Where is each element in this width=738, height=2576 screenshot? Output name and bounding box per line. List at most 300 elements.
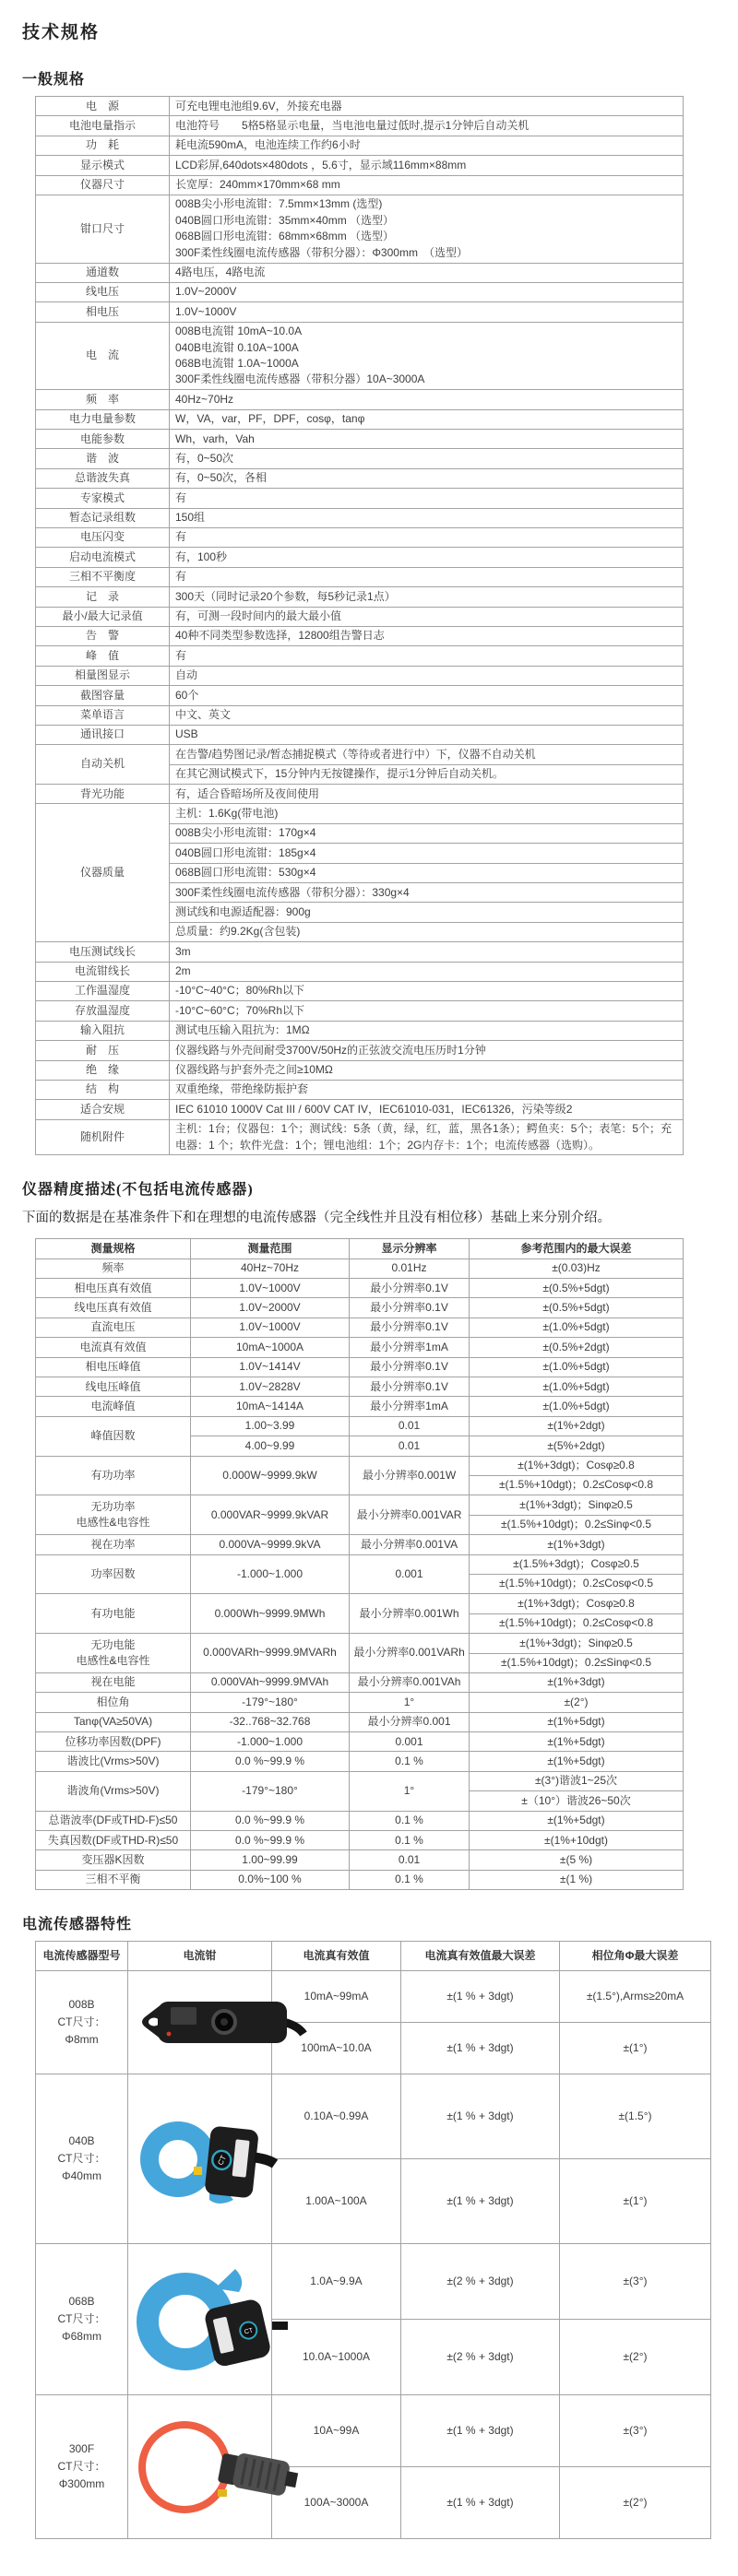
spec-row xyxy=(36,567,684,586)
spec-value: -10°C~60°C；70%Rh以下 xyxy=(170,1001,684,1021)
spec-value: 068B圆口形电流钳：530g×4 xyxy=(170,863,684,882)
display-resolution: 最小分辨率0.1V xyxy=(350,1377,470,1397)
spec-row xyxy=(36,322,684,390)
accuracy-column-header: 显示分辨率 xyxy=(350,1239,470,1258)
spec-value: 150组 xyxy=(170,508,684,527)
max-error: ±(2°) xyxy=(470,1693,684,1712)
measure-name: 线电压真有效值 xyxy=(36,1298,191,1318)
accuracy-row xyxy=(36,1850,684,1870)
spec-row xyxy=(36,449,684,468)
display-resolution: 0.1 % xyxy=(350,1831,470,1850)
spec-label: 最小/最大记录值 xyxy=(36,607,170,626)
accuracy-row xyxy=(36,1752,684,1771)
measure-name: 有功功率 xyxy=(36,1456,191,1495)
max-error: ±(1 %) xyxy=(470,1870,684,1889)
current-range: 0.10A~0.99A xyxy=(272,2074,401,2159)
measure-name: 变压器K因数 xyxy=(36,1850,191,1870)
accuracy-header-row xyxy=(36,1239,684,1258)
spec-label: 相电压 xyxy=(36,302,170,322)
sensor-model: 040B CT尺寸：Φ40mm xyxy=(36,2074,128,2244)
max-error: ±(0.5%+5dgt) xyxy=(470,1279,684,1298)
sensor-model: 300F CT尺寸：Φ300mm xyxy=(36,2395,128,2539)
current-range: 1.00A~100A xyxy=(272,2159,401,2244)
measure-range: 40Hz~70Hz xyxy=(191,1258,350,1278)
display-resolution: 最小分辨率0.001VAh xyxy=(350,1672,470,1692)
accuracy-row xyxy=(36,1338,684,1357)
display-resolution: 最小分辨率1mA xyxy=(350,1338,470,1357)
phase-max-error: ±(3°) xyxy=(560,2244,711,2320)
spec-row xyxy=(36,136,684,155)
spec-label: 自动关机 xyxy=(36,745,170,785)
accuracy-row xyxy=(36,1672,684,1692)
spec-row xyxy=(36,527,684,547)
spec-value: 长宽厚：240mm×170mm×68 mm xyxy=(170,175,684,195)
spec-row xyxy=(36,175,684,195)
spec-value: LCD彩屏,640dots×480dots ，5.6寸，显示域116mm×88mm xyxy=(170,156,684,175)
general-specs-table xyxy=(35,96,684,1155)
spec-label: 电能参数 xyxy=(36,430,170,449)
measure-range: 1.0V~1414V xyxy=(191,1357,350,1377)
spec-row xyxy=(36,587,684,607)
spec-value: 可充电锂电池组9.6V，外接充电器 xyxy=(170,97,684,116)
display-resolution: 最小分辨率1mA xyxy=(350,1397,470,1416)
spec-value: 有 xyxy=(170,646,684,666)
spec-row xyxy=(36,390,684,409)
max-error: ±（10°）谐波26~50次 xyxy=(470,1791,684,1811)
measure-range: 10mA~1000A xyxy=(191,1338,350,1357)
spec-label: 电力电量参数 xyxy=(36,409,170,429)
spec-value: 40种不同类型参数选择，12800组告警日志 xyxy=(170,626,684,645)
general-specs-heading: 一般规格 xyxy=(22,72,86,88)
accuracy-row xyxy=(36,1712,684,1731)
spec-row xyxy=(36,116,684,136)
display-resolution: 0.001 xyxy=(350,1554,470,1594)
max-error: ±(1%+3dgt)；Cosφ≥0.8 xyxy=(470,1594,684,1613)
current-max-error: ±(1 % + 3dgt) xyxy=(401,2467,560,2539)
current-max-error: ±(1 % + 3dgt) xyxy=(401,2395,560,2467)
spec-row xyxy=(36,666,684,685)
accuracy-intro: 下面的数据是在基准条件下和在理想的电流传感器（完全线性并且没有相位移）基础上来分别介绍。 xyxy=(22,1211,611,1226)
max-error: ±(1.5%+10dgt)；0.2≤Cosφ<0.8 xyxy=(470,1475,684,1495)
spec-value: 3m xyxy=(170,942,684,962)
spec-value: 040B圆口形电流钳：185g×4 xyxy=(170,844,684,863)
page-title: 技术规格 xyxy=(22,23,101,42)
sensor-image-040b xyxy=(128,2074,272,2244)
spec-label: 输入阻抗 xyxy=(36,1021,170,1040)
spec-row xyxy=(36,646,684,666)
accuracy-row xyxy=(36,1298,684,1318)
spec-value: 4路电压，4路电流 xyxy=(170,263,684,282)
max-error: ±(1%+10dgt) xyxy=(470,1831,684,1850)
accuracy-column-header: 测量规格 xyxy=(36,1239,191,1258)
measure-name: 位移功率因数(DPF) xyxy=(36,1732,191,1752)
accuracy-row xyxy=(36,1377,684,1397)
display-resolution: 最小分辨率0.001VARh xyxy=(350,1634,470,1673)
spec-label: 随机附件 xyxy=(36,1119,170,1155)
spec-label: 相量图显示 xyxy=(36,666,170,685)
spec-row xyxy=(36,942,684,962)
spec-row xyxy=(36,745,684,764)
max-error: ±(3°)谐波1~25次 xyxy=(470,1771,684,1790)
spec-value: 有，0~50次 xyxy=(170,449,684,468)
spec-row xyxy=(36,1021,684,1040)
sensor-image-008b xyxy=(128,1971,272,2074)
display-resolution: 0.1 % xyxy=(350,1752,470,1771)
sensor-row xyxy=(36,2395,711,2467)
accuracy-row xyxy=(36,1279,684,1298)
spec-label: 峰 值 xyxy=(36,646,170,666)
spec-value: 008B电流钳 10mA~10.0A 040B电流钳 0.10A~100A 068B电流钳 1.0A~1000A 300F柔性线圈电流传感器（带积分器）10A~3000A xyxy=(170,322,684,390)
spec-row xyxy=(36,409,684,429)
spec-row xyxy=(36,686,684,705)
accuracy-row xyxy=(36,1258,684,1278)
display-resolution: 1° xyxy=(350,1771,470,1811)
spec-label: 暂态记录组数 xyxy=(36,508,170,527)
current-range: 1.0A~9.9A xyxy=(272,2244,401,2320)
accuracy-row xyxy=(36,1495,684,1515)
current-range: 100mA~10.0A xyxy=(272,2023,401,2074)
spec-label: 背光功能 xyxy=(36,785,170,804)
max-error: ±(1.5%+10dgt)；0.2≤Sinφ<0.5 xyxy=(470,1653,684,1672)
accuracy-row xyxy=(36,1357,684,1377)
display-resolution: 最小分辨率0.001W xyxy=(350,1456,470,1495)
spec-label: 仪器质量 xyxy=(36,804,170,942)
measure-name: 三相不平衡 xyxy=(36,1870,191,1889)
max-error: ±(1.0%+5dgt) xyxy=(470,1397,684,1416)
spec-value: 有 xyxy=(170,527,684,547)
spec-row xyxy=(36,1060,684,1080)
spec-row xyxy=(36,489,684,508)
current-max-error: ±(1 % + 3dgt) xyxy=(401,2159,560,2244)
accuracy-row xyxy=(36,1416,684,1436)
measure-range: 0.000VAh~9999.9MVAh xyxy=(191,1672,350,1692)
spec-row xyxy=(36,548,684,567)
measure-name: 视在功率 xyxy=(36,1535,191,1554)
sensor-row xyxy=(36,2244,711,2320)
current-max-error: ±(2 % + 3dgt) xyxy=(401,2244,560,2320)
spec-label: 仪器尺寸 xyxy=(36,175,170,195)
max-error: ±(0.5%+5dgt) xyxy=(470,1298,684,1318)
spec-value: 主机：1.6Kg(带电池) xyxy=(170,804,684,823)
measure-range: 1.00~3.99 xyxy=(191,1416,350,1436)
spec-label: 菜单语言 xyxy=(36,705,170,725)
phase-max-error: ±(2°) xyxy=(560,2320,711,2395)
current-range: 10.0A~1000A xyxy=(272,2320,401,2395)
current-range: 10mA~99mA xyxy=(272,1971,401,2023)
sensor-column-header: 相位角Φ最大误差 xyxy=(560,1942,711,1971)
spec-row xyxy=(36,705,684,725)
spec-value: 测试电压输入阻抗为：1MΩ xyxy=(170,1021,684,1040)
display-resolution: 最小分辨率0.1V xyxy=(350,1279,470,1298)
spec-label: 适合安规 xyxy=(36,1100,170,1119)
accuracy-row xyxy=(36,1693,684,1712)
display-resolution: 最小分辨率0.001VA xyxy=(350,1535,470,1554)
measure-range: -32..768~32.768 xyxy=(191,1712,350,1731)
svg-text:CT: CT xyxy=(216,2153,229,2167)
measure-name: 直流电压 xyxy=(36,1318,191,1337)
max-error: ±(1%+3dgt) xyxy=(470,1672,684,1692)
max-error: ±(1.5%+10dgt)；0.2≤Cosφ<0.5 xyxy=(470,1574,684,1593)
measure-range: -179°~180° xyxy=(191,1771,350,1811)
accuracy-column-header: 测量范围 xyxy=(191,1239,350,1258)
accuracy-row xyxy=(36,1318,684,1337)
max-error: ±(1.5%+3dgt)；Cosφ≥0.5 xyxy=(470,1554,684,1574)
spec-value: 耗电流590mA，电池连续工作约6小时 xyxy=(170,136,684,155)
spec-value: 1.0V~2000V xyxy=(170,282,684,301)
measure-range: -1.000~1.000 xyxy=(191,1732,350,1752)
spec-row xyxy=(36,1080,684,1099)
spec-value: 300F柔性线圈电流传感器（带积分器）：330g×4 xyxy=(170,883,684,903)
max-error: ±(1%+5dgt) xyxy=(470,1732,684,1752)
max-error: ±(1.0%+5dgt) xyxy=(470,1377,684,1397)
spec-value: W，VA，var，PF，DPF，cosφ，tanφ xyxy=(170,409,684,429)
spec-row xyxy=(36,981,684,1000)
measure-range: 0.000VAR~9999.9kVAR xyxy=(191,1495,350,1535)
sensors-heading: 电流传感器特性 xyxy=(22,1917,133,1933)
sensor-column-header: 电流钳 xyxy=(128,1942,272,1971)
spec-row xyxy=(36,508,684,527)
phase-max-error: ±(1.5°) xyxy=(560,2074,711,2159)
spec-row xyxy=(36,626,684,645)
max-error: ±(0.03)Hz xyxy=(470,1258,684,1278)
spec-value: 有 xyxy=(170,567,684,586)
max-error: ±(5 %) xyxy=(470,1850,684,1870)
spec-value: 测试线和电源适配器：900g xyxy=(170,903,684,922)
measure-name: 无功电能 电感性&电容性 xyxy=(36,1634,191,1673)
spec-label: 记 录 xyxy=(36,587,170,607)
spec-row xyxy=(36,430,684,449)
measure-range: 0.0 %~99.9 % xyxy=(191,1752,350,1771)
measure-name: 无功功率 电感性&电容性 xyxy=(36,1495,191,1535)
spec-row xyxy=(36,156,684,175)
display-resolution: 最小分辨率0.1V xyxy=(350,1298,470,1318)
measure-name: 视在电能 xyxy=(36,1672,191,1692)
measure-name: 有功电能 xyxy=(36,1594,191,1634)
measure-range: 0.000VA~9999.9kVA xyxy=(191,1535,350,1554)
accuracy-row xyxy=(36,1535,684,1554)
max-error: ±(1%+3dgt)；Sinφ≥0.5 xyxy=(470,1495,684,1515)
max-error: ±(1%+5dgt) xyxy=(470,1712,684,1731)
spec-value: 008B尖小形电流钳：7.5mm×13mm (选型) 040B圆口形电流钳：35mm×40mm （选型） 068B圆口形电流钳：68mm×68mm （选型） 300F柔性线圈电流传感器（带积分器）：Φ300mm （选型） xyxy=(170,195,684,263)
spec-label: 启动电流模式 xyxy=(36,548,170,567)
spec-label: 功 耗 xyxy=(36,136,170,155)
measure-range: -179°~180° xyxy=(191,1693,350,1712)
measure-name: 失真因数(DF或THD-R)≤50 xyxy=(36,1831,191,1850)
spec-row xyxy=(36,263,684,282)
accuracy-column-header: 参考范围内的最大误差 xyxy=(470,1239,684,1258)
measure-name: 频率 xyxy=(36,1258,191,1278)
spec-row xyxy=(36,302,684,322)
sensor-row xyxy=(36,1971,711,2023)
max-error: ±(1%+2dgt) xyxy=(470,1416,684,1436)
spec-label: 频 率 xyxy=(36,390,170,409)
clamp-photo-008b xyxy=(132,1996,307,2050)
sensor-table xyxy=(35,1941,711,2539)
spec-label: 电压闪变 xyxy=(36,527,170,547)
max-error: ±(1%+3dgt)；Cosφ≥0.8 xyxy=(470,1456,684,1475)
spec-label: 电池电量指示 xyxy=(36,116,170,136)
spec-label: 告 警 xyxy=(36,626,170,645)
max-error: ±(1%+3dgt) xyxy=(470,1535,684,1554)
spec-label: 电压测试线长 xyxy=(36,942,170,962)
measure-range: 1.0V~2828V xyxy=(191,1377,350,1397)
spec-value: 1.0V~1000V xyxy=(170,302,684,322)
display-resolution: 0.001 xyxy=(350,1732,470,1752)
spec-value: 有，适合昏暗场所及夜间使用 xyxy=(170,785,684,804)
accuracy-row xyxy=(36,1397,684,1416)
sensor-model: 068B CT尺寸：Φ68mm xyxy=(36,2244,128,2395)
max-error: ±(1%+5dgt) xyxy=(470,1752,684,1771)
measure-name: 电流真有效值 xyxy=(36,1338,191,1357)
measure-range: 1.0V~1000V xyxy=(191,1279,350,1298)
accuracy-table xyxy=(35,1238,684,1890)
display-resolution: 1° xyxy=(350,1693,470,1712)
display-resolution: 最小分辨率0.001VAR xyxy=(350,1495,470,1535)
current-range: 10A~99A xyxy=(272,2395,401,2467)
measure-name: 线电压峰值 xyxy=(36,1377,191,1397)
accuracy-row xyxy=(36,1831,684,1850)
spec-value: 60个 xyxy=(170,686,684,705)
spec-value: 自动 xyxy=(170,666,684,685)
spec-label: 电 源 xyxy=(36,97,170,116)
svg-text:CT: CT xyxy=(244,2327,254,2336)
sensor-image-068b xyxy=(128,2244,272,2395)
accuracy-row xyxy=(36,1594,684,1613)
measure-name: Tanφ(VA≥50VA) xyxy=(36,1712,191,1731)
spec-row xyxy=(36,1001,684,1021)
spec-value: 总质量：约9.2Kg(含包装) xyxy=(170,922,684,941)
spec-value: 有 xyxy=(170,489,684,508)
spec-row xyxy=(36,468,684,488)
sensor-image-300f xyxy=(128,2395,272,2539)
display-resolution: 0.1 % xyxy=(350,1870,470,1889)
accuracy-row xyxy=(36,1732,684,1752)
spec-value: 双重绝缘，带绝缘防振护套 xyxy=(170,1080,684,1099)
display-resolution: 0.01 xyxy=(350,1850,470,1870)
phase-max-error: ±(1°) xyxy=(560,2159,711,2244)
sensor-model: 008B CT尺寸：Φ8mm xyxy=(36,1971,128,2074)
clamp-photo-040b xyxy=(132,2111,287,2207)
measure-range: 0.000Wh~9999.9MWh xyxy=(191,1594,350,1634)
spec-value: USB xyxy=(170,725,684,744)
spec-label: 截图容量 xyxy=(36,686,170,705)
max-error: ±(1.5%+10dgt)；0.2≤Sinφ<0.5 xyxy=(470,1515,684,1534)
phase-max-error: ±(2°) xyxy=(560,2467,711,2539)
spec-value: -10°C~40°C；80%Rh以下 xyxy=(170,981,684,1000)
spec-label: 电流钳线长 xyxy=(36,962,170,981)
measure-name: 相电压峰值 xyxy=(36,1357,191,1377)
measure-name: 谐波比(Vrms>50V) xyxy=(36,1752,191,1771)
measure-range: 0.0%~100 % xyxy=(191,1870,350,1889)
measure-name: 相位角 xyxy=(36,1693,191,1712)
accuracy-row xyxy=(36,1870,684,1889)
spec-row xyxy=(36,962,684,981)
spec-value: Wh，varh，Vah xyxy=(170,430,684,449)
spec-row xyxy=(36,785,684,804)
spec-value: 在告警/趋势图记录/暂态捕捉模式（等待或者进行中）下，仪器不自动关机 xyxy=(170,745,684,764)
spec-label: 三相不平衡度 xyxy=(36,567,170,586)
display-resolution: 最小分辨率0.1V xyxy=(350,1318,470,1337)
spec-value: 有，可测一段时间内的最大最小值 xyxy=(170,607,684,626)
phase-max-error: ±(1.5°),Arms≥20mA xyxy=(560,1971,711,2023)
spec-value: 仪器线路与外壳间耐受3700V/50Hz的正弦波交流电压历时1分钟 xyxy=(170,1041,684,1060)
spec-row xyxy=(36,97,684,116)
spec-value: 2m xyxy=(170,962,684,981)
spec-label: 显示模式 xyxy=(36,156,170,175)
spec-row xyxy=(36,804,684,823)
measure-range: 4.00~9.99 xyxy=(191,1436,350,1456)
current-range: 100A~3000A xyxy=(272,2467,401,2539)
spec-row xyxy=(36,1041,684,1060)
measure-name: 总谐波率(DF或THD-F)≤50 xyxy=(36,1811,191,1830)
sensor-row xyxy=(36,2074,711,2159)
measure-range: 0.000VARh~9999.9MVARh xyxy=(191,1634,350,1673)
display-resolution: 0.01 xyxy=(350,1416,470,1436)
current-max-error: ±(2 % + 3dgt) xyxy=(401,2320,560,2395)
display-resolution: 0.1 % xyxy=(350,1811,470,1830)
max-error: ±(5%+2dgt) xyxy=(470,1436,684,1456)
display-resolution: 最小分辨率0.001Wh xyxy=(350,1594,470,1634)
display-resolution: 最小分辨率0.001 xyxy=(350,1712,470,1731)
spec-label: 结 构 xyxy=(36,1080,170,1099)
accuracy-row xyxy=(36,1554,684,1574)
sensor-column-header: 电流传感器型号 xyxy=(36,1942,128,1971)
spec-value: 在其它测试模式下，15分钟内无按键操作，提示1分钟后自动关机。 xyxy=(170,764,684,784)
sensor-column-header: 电流真有效值最大误差 xyxy=(401,1942,560,1971)
spec-value: 有，100秒 xyxy=(170,548,684,567)
spec-label: 绝 缘 xyxy=(36,1060,170,1080)
display-resolution: 最小分辨率0.1V xyxy=(350,1357,470,1377)
spec-row xyxy=(36,282,684,301)
accuracy-row xyxy=(36,1456,684,1475)
measure-range: 1.0V~1000V xyxy=(191,1318,350,1337)
max-error: ±(0.5%+2dgt) xyxy=(470,1338,684,1357)
spec-value: 有，0~50次，各相 xyxy=(170,468,684,488)
spec-value: 仪器线路与护套外壳之间≥10MΩ xyxy=(170,1060,684,1080)
measure-name: 功率因数 xyxy=(36,1554,191,1594)
spec-value: 主机：1台；仪器包：1个；测试线：5条（黄，绿，红，蓝，黑各1条）；鳄鱼夹：5个；表笔：5个；充电器：1 个；软件光盘：1个；锂电池组：1个；2G内存卡：1个；电流传感器（选购）。 xyxy=(170,1119,684,1155)
accuracy-row xyxy=(36,1634,684,1653)
spec-label: 线电压 xyxy=(36,282,170,301)
spec-value: 电池符号 5格5格显示电量，当电池电量过低时,提示1分钟后自动关机 xyxy=(170,116,684,136)
accuracy-row xyxy=(36,1811,684,1830)
spec-label: 总谐波失真 xyxy=(36,468,170,488)
current-max-error: ±(1 % + 3dgt) xyxy=(401,2023,560,2074)
measure-range: -1.000~1.000 xyxy=(191,1554,350,1594)
measure-range: 1.0V~2000V xyxy=(191,1298,350,1318)
display-resolution: 0.01 xyxy=(350,1436,470,1456)
accuracy-row xyxy=(36,1771,684,1790)
spec-label: 通道数 xyxy=(36,263,170,282)
spec-label: 通讯接口 xyxy=(36,725,170,744)
spec-row xyxy=(36,195,684,263)
spec-label: 电 流 xyxy=(36,322,170,390)
sensor-column-header: 电流真有效值 xyxy=(272,1942,401,1971)
max-error: ±(1.0%+5dgt) xyxy=(470,1318,684,1337)
spec-row xyxy=(36,1100,684,1119)
sensor-header-row xyxy=(36,1942,711,1971)
spec-label: 专家模式 xyxy=(36,489,170,508)
max-error: ±(1%+3dgt)；Sinφ≥0.5 xyxy=(470,1634,684,1653)
measure-range: 1.00~99.99 xyxy=(191,1850,350,1870)
measure-range: 0.000W~9999.9kW xyxy=(191,1456,350,1495)
phase-max-error: ±(1°) xyxy=(560,2023,711,2074)
display-resolution: 0.01Hz xyxy=(350,1258,470,1278)
measure-name: 峰值因数 xyxy=(36,1416,191,1456)
spec-value: IEC 61010 1000V Cat III / 600V CAT IV，IEC61010-031，IEC61326，污染等级2 xyxy=(170,1100,684,1119)
spec-label: 存放温湿度 xyxy=(36,1001,170,1021)
spec-label: 工作温湿度 xyxy=(36,981,170,1000)
